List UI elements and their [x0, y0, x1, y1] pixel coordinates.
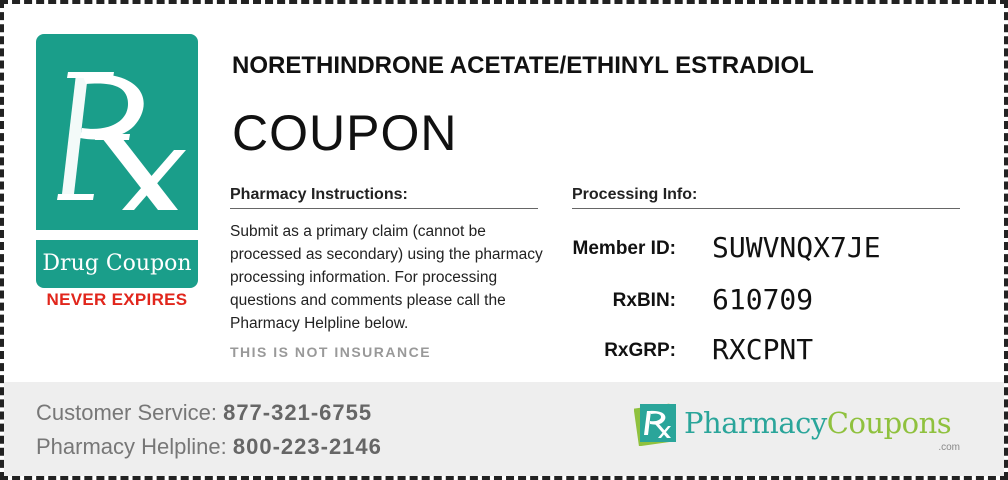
brand-part-coupons: Coupons: [826, 406, 952, 440]
pharmacycoupons-brand[interactable]: [634, 398, 980, 454]
rxgrp-label: RxGRP:: [604, 340, 676, 361]
pharmacy-instructions-heading: Pharmacy Instructions:: [230, 186, 538, 209]
member-id-value: SUWVNQX7JE: [712, 231, 881, 264]
brand-suffix: .com: [938, 442, 960, 453]
customer-service-line: [36, 400, 372, 426]
member-id-row: [572, 226, 972, 266]
member-id-label: Member ID:: [572, 238, 676, 259]
coupon-title: COUPON: [232, 105, 458, 161]
brand-part-pharmacy: Pharmacy: [684, 406, 827, 440]
pharmacy-helpline-phone[interactable]: 800-223-2146: [232, 434, 382, 459]
rx-icon: [36, 34, 198, 230]
not-insurance-disclaimer: THIS IS NOT INSURANCE: [230, 344, 432, 360]
never-expires-label: NEVER EXPIRES: [46, 290, 188, 309]
pharmacycoupons-wordmark: [684, 406, 951, 440]
pharmacycoupons-logo-icon: [634, 402, 678, 446]
rxgrp-value: RXCPNT: [712, 333, 814, 366]
rxbin-row: [572, 278, 972, 318]
customer-service-phone[interactable]: 877-321-6755: [223, 400, 373, 425]
rx-logo: [36, 34, 198, 288]
pharmacy-helpline-line: [36, 434, 382, 460]
pharmacy-instructions-text: Submit as a primary claim (cannot be processed as secondary) using the pharmacy processing information. For processing questions and comments please call the Pharmacy Helpline below.: [230, 223, 543, 332]
customer-service-label: Customer Service:: [36, 400, 217, 425]
rxgrp-row: [572, 328, 972, 368]
rxbin-label: RxBIN:: [612, 290, 676, 311]
pharmacy-helpline-label: Pharmacy Helpline:: [36, 434, 227, 459]
drug-coupon-label: Drug Coupon: [36, 240, 198, 288]
rxbin-value: 610709: [712, 283, 814, 316]
processing-info-heading: Processing Info:: [572, 186, 960, 209]
drug-name: NORETHINDRONE ACETATE/ETHINYL ESTRADIOL: [232, 52, 814, 79]
